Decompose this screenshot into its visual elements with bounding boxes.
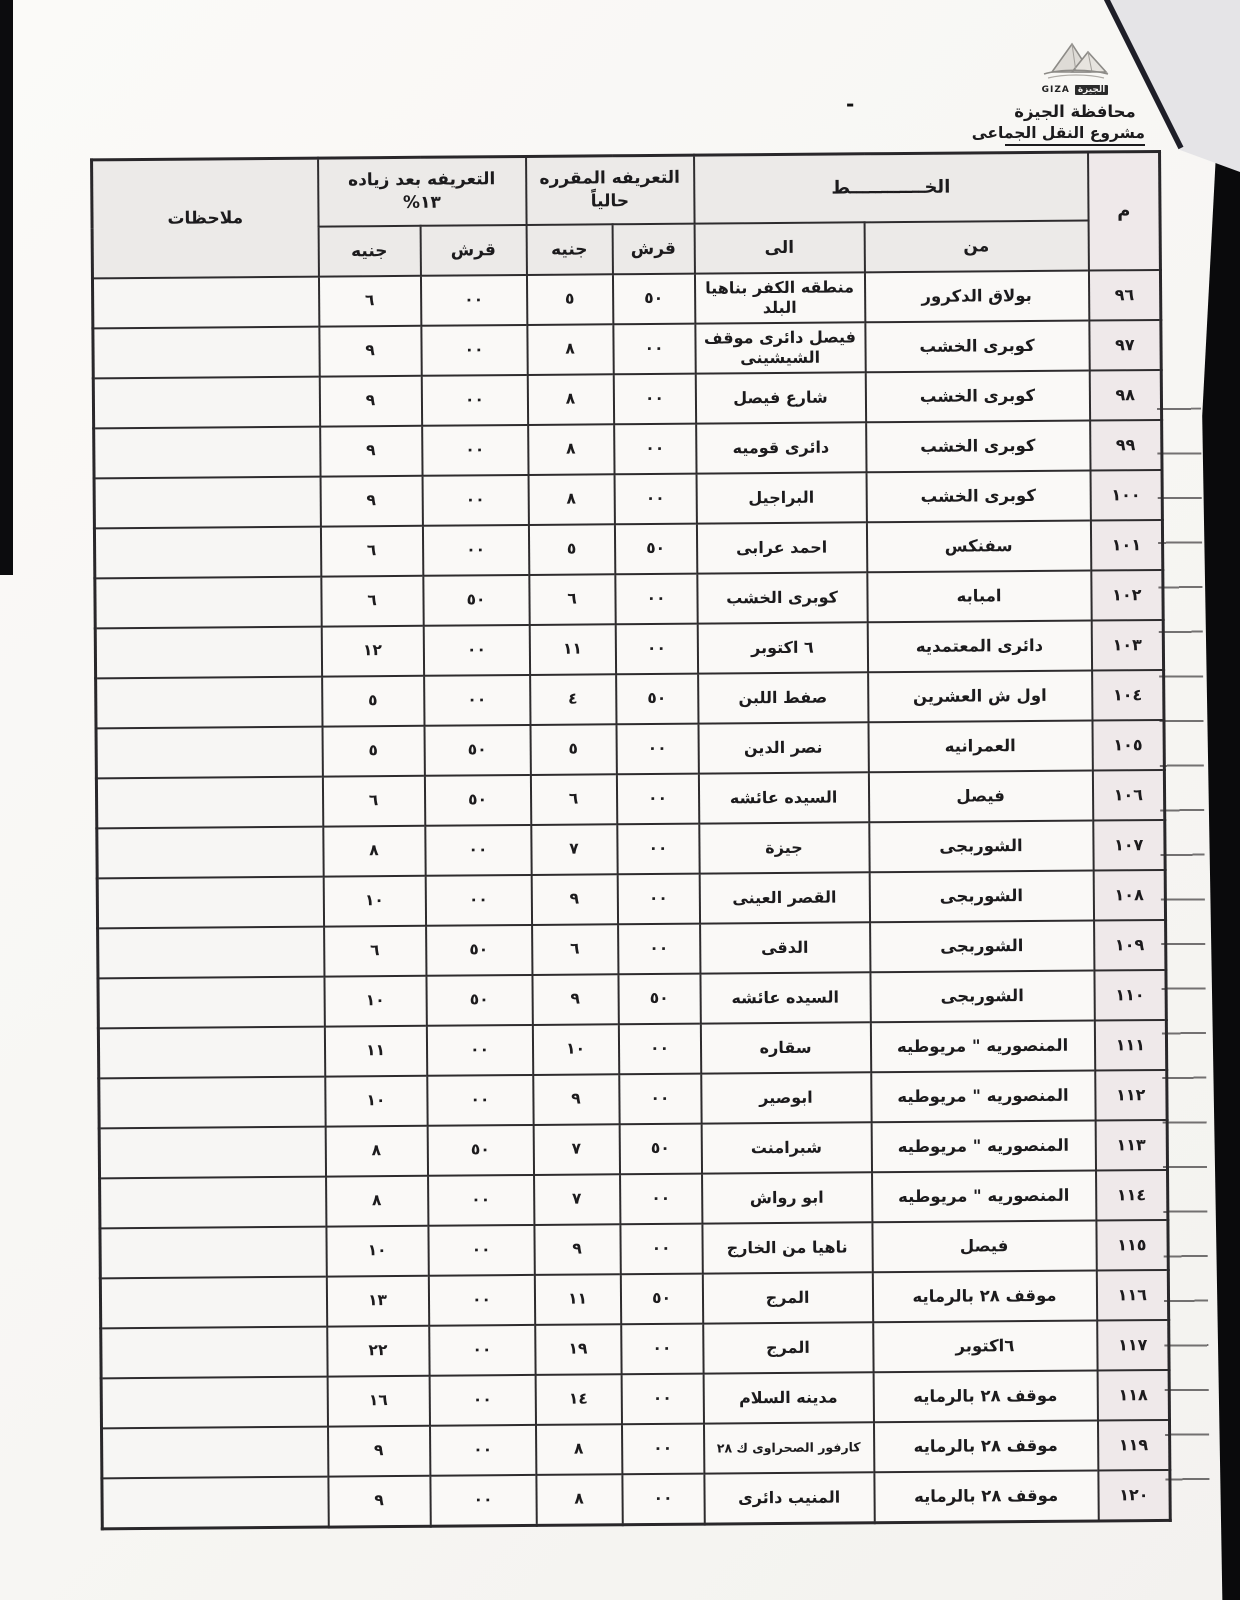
current-geneh-cell: ٧: [533, 1124, 619, 1175]
notes-cell: [97, 827, 323, 879]
route-to-cell: المنيب دائرى: [704, 1472, 874, 1524]
route-to-cell: جيزة: [699, 822, 869, 873]
header-proposed-geneh: جنيه: [318, 226, 420, 277]
row-index-cell: ١٠٤: [1092, 670, 1164, 721]
row-index-cell: ١٠٣: [1091, 620, 1163, 671]
route-to-cell: كوبرى الخشب: [697, 572, 867, 623]
route-from-cell: كوبرى الخشب: [866, 421, 1090, 473]
current-geneh-cell: ٨: [536, 1424, 622, 1475]
proposed-geneh-cell: ٩: [319, 326, 421, 377]
row-index-cell: ١٢٠: [1098, 1470, 1170, 1521]
fare-table-row: [96, 720, 1164, 778]
proposed-geneh-cell: ٦: [324, 926, 426, 977]
current-qirsh-cell: ٠٠: [620, 1224, 702, 1275]
route-from-cell: دائرى المعتمديه: [867, 621, 1091, 673]
fare-table-row: [101, 1370, 1169, 1428]
current-geneh-cell: ٨: [528, 424, 614, 475]
route-from-cell: كوبرى الخشب: [865, 371, 1089, 423]
route-to-cell: المرج: [702, 1272, 872, 1323]
pyramids-logo-icon: [1038, 34, 1112, 84]
proposed-qirsh-cell: ٠٠: [420, 275, 526, 326]
proposed-geneh-cell: ٨: [325, 1126, 427, 1177]
proposed-geneh-cell: ٦: [320, 526, 422, 577]
row-index-cell: ١٠٢: [1091, 570, 1163, 621]
current-qirsh-cell: ٠٠: [614, 424, 696, 475]
header-from: من: [864, 221, 1088, 273]
proposed-geneh-cell: ٨: [323, 826, 425, 877]
route-to-cell: السيده عائشه: [698, 772, 868, 823]
proposed-qirsh-cell: ٥٠: [424, 775, 530, 826]
notes-cell: [101, 1327, 327, 1379]
row-index-cell: ١١٨: [1097, 1370, 1169, 1421]
row-index-cell: ١٠٨: [1093, 870, 1165, 921]
row-index-cell: ١٠٦: [1092, 770, 1164, 821]
logo-caption-en: GIZA: [1041, 85, 1070, 95]
proposed-qirsh-cell: ٠٠: [421, 325, 527, 376]
header-current-tariff-group: [526, 155, 695, 225]
row-index-cell: ١٠١: [1090, 520, 1162, 571]
header-current-qirsh: قرش: [612, 224, 694, 275]
current-qirsh-cell: ٠٠: [622, 1474, 704, 1525]
header-current-line1: التعريفه المقرره: [539, 167, 681, 189]
route-from-cell: سفنكس: [866, 521, 1090, 573]
route-to-cell: منطقه الكفر بناهيا البلد: [694, 272, 864, 323]
row-index-cell: ١١٥: [1096, 1220, 1168, 1271]
logo-caption: [1042, 85, 1109, 95]
fare-table-row: [93, 320, 1161, 378]
proposed-geneh-cell: ١٠: [324, 976, 426, 1027]
proposed-geneh-cell: ٩: [328, 1476, 430, 1527]
header-index: م: [1088, 151, 1161, 270]
fare-table-row: [97, 820, 1165, 878]
route-to-cell: السيده عائشه: [700, 972, 870, 1023]
route-from-cell: فيصل: [872, 1221, 1096, 1273]
notes-cell: [98, 927, 324, 979]
notes-cell: [94, 477, 320, 529]
proposed-geneh-cell: ٥: [322, 726, 424, 777]
notes-cell: [101, 1377, 327, 1429]
current-qirsh-cell: ٠٠: [619, 1074, 701, 1125]
row-index-cell: ١١٣: [1095, 1120, 1167, 1171]
route-from-cell: العمرانيه: [868, 721, 1092, 773]
page-number-dash: -: [846, 92, 855, 116]
current-geneh-cell: ١١: [529, 624, 615, 675]
route-from-cell: الشوربجى: [869, 871, 1093, 923]
current-geneh-cell: ٦: [529, 574, 615, 625]
proposed-qirsh-cell: ٥٠: [426, 975, 532, 1026]
proposed-geneh-cell: ٥: [322, 676, 424, 727]
current-geneh-cell: ٩: [531, 874, 617, 925]
proposed-geneh-cell: ٦: [318, 276, 420, 327]
current-geneh-cell: ٩: [534, 1224, 620, 1275]
current-qirsh-cell: ٠٠: [616, 774, 698, 825]
project-title: مشروع النقل الجماعى: [1005, 124, 1145, 146]
current-qirsh-cell: ٠٠: [618, 1024, 700, 1075]
notes-cell: [100, 1177, 326, 1229]
proposed-qirsh-cell: ٠٠: [425, 825, 531, 876]
header-proposed-tariff-group: [318, 156, 527, 226]
fare-table-row: [98, 1020, 1166, 1078]
current-geneh-cell: ٥: [528, 524, 614, 575]
fare-table-row: [100, 1170, 1168, 1228]
current-qirsh-cell: ٠٠: [615, 574, 697, 625]
route-to-cell: احمد عرابى: [696, 522, 866, 573]
route-from-cell: الشوربجى: [870, 971, 1094, 1023]
fare-table-row: [96, 770, 1164, 828]
route-to-cell: صفط اللبن: [698, 672, 868, 723]
fare-table-row: [102, 1470, 1170, 1529]
row-line-overshoot-artifact: [1157, 408, 1210, 1518]
row-index-cell: ٩٩: [1090, 420, 1162, 471]
proposed-geneh-cell: ١٣: [326, 1276, 428, 1327]
proposed-qirsh-cell: ٠٠: [429, 1375, 535, 1426]
current-geneh-cell: ٧: [534, 1174, 620, 1225]
current-qirsh-cell: ٠٠: [614, 474, 696, 525]
notes-cell: [96, 777, 322, 829]
route-from-cell: موقف ٢٨ بالرمايه: [874, 1471, 1098, 1523]
notes-cell: [99, 1127, 325, 1179]
current-geneh-cell: ٨: [527, 374, 613, 425]
proposed-qirsh-cell: ٥٠: [426, 925, 532, 976]
route-to-cell: دائرى قوميه: [696, 422, 866, 473]
fare-table-header: [92, 151, 1161, 278]
route-from-cell: الشوربجى: [870, 921, 1094, 973]
route-from-cell: كوبرى الخشب: [865, 321, 1089, 373]
route-to-cell: كارفور الصحراوى ك ٢٨: [704, 1422, 874, 1473]
proposed-qirsh-cell: ٠٠: [430, 1475, 536, 1526]
header-notes: ملاحظات: [92, 158, 319, 278]
current-geneh-cell: ٩: [533, 1074, 619, 1125]
proposed-qirsh-cell: ٠٠: [424, 675, 530, 726]
proposed-qirsh-cell: ٠٠: [422, 525, 528, 576]
proposed-qirsh-cell: ٠٠: [423, 625, 529, 676]
notes-cell: [96, 677, 322, 729]
route-from-cell: المنصوريه " مريوطيه: [871, 1071, 1095, 1123]
header-proposed-qirsh: قرش: [420, 225, 526, 276]
route-to-cell: فيصل دائرى موقف الشيشينى: [695, 322, 865, 373]
governorate-title: محافظة الجيزة: [1014, 102, 1136, 121]
fare-table-row: [93, 370, 1161, 428]
current-qirsh-cell: ٥٠: [616, 674, 698, 725]
notes-cell: [93, 377, 319, 429]
proposed-geneh-cell: ١٠: [323, 876, 425, 927]
route-to-cell: مدينه السلام: [703, 1372, 873, 1423]
notes-cell: [98, 977, 324, 1029]
current-qirsh-cell: ٥٠: [620, 1274, 702, 1325]
notes-cell: [100, 1277, 326, 1329]
route-from-cell: موقف ٢٨ بالرمايه: [874, 1421, 1098, 1473]
row-index-cell: ٩٦: [1088, 270, 1160, 321]
current-geneh-cell: ١٩: [535, 1324, 621, 1375]
notes-cell: [99, 1077, 325, 1129]
header-proposed-line1: التعريفه بعد زياده: [348, 169, 496, 191]
proposed-qirsh-cell: ٠٠: [426, 1025, 532, 1076]
proposed-qirsh-cell: ٠٠: [428, 1175, 534, 1226]
route-to-cell: شارع فيصل: [695, 372, 865, 423]
current-qirsh-cell: ٠٠: [621, 1324, 703, 1375]
header-proposed-line2: ١٣%: [402, 192, 441, 213]
current-qirsh-cell: ٠٠: [613, 374, 695, 425]
fare-table-row: [99, 1120, 1167, 1178]
proposed-geneh-cell: ٦: [322, 776, 424, 827]
notes-cell: [98, 1027, 324, 1079]
current-geneh-cell: ٨: [528, 474, 614, 525]
current-qirsh-cell: ٥٠: [612, 274, 694, 325]
route-from-cell: فيصل: [868, 771, 1092, 823]
row-index-cell: ١١٢: [1095, 1070, 1167, 1121]
proposed-geneh-cell: ١٠: [326, 1226, 428, 1277]
notes-cell: [95, 577, 321, 629]
row-index-cell: ٩٧: [1089, 320, 1161, 371]
fare-table-row: [94, 420, 1162, 478]
fare-table-row: [102, 1420, 1170, 1478]
row-index-cell: ١١٩: [1098, 1420, 1170, 1471]
proposed-qirsh-cell: ٠٠: [427, 1075, 533, 1126]
fare-table-row: [98, 970, 1166, 1028]
row-index-cell: ١٠٩: [1094, 920, 1166, 971]
notes-cell: [96, 727, 322, 779]
fare-table-row: [94, 470, 1162, 528]
header-to: الى: [694, 222, 864, 273]
route-to-cell: نصر الدين: [698, 722, 868, 773]
proposed-qirsh-cell: ٠٠: [421, 375, 527, 426]
fare-table-body: [92, 270, 1170, 1529]
current-qirsh-cell: ٠٠: [622, 1424, 704, 1475]
row-index-cell: ١١٧: [1097, 1320, 1169, 1371]
fare-table-row: [92, 270, 1160, 328]
current-qirsh-cell: ٠٠: [620, 1174, 702, 1225]
proposed-geneh-cell: ٦: [321, 576, 423, 627]
route-from-cell: الشوربجى: [869, 821, 1093, 873]
proposed-geneh-cell: ٩: [320, 476, 422, 527]
proposed-qirsh-cell: ٠٠: [425, 875, 531, 926]
fare-table-row: [97, 870, 1165, 928]
giza-logo: [1005, 34, 1145, 95]
header-current-geneh: جنيه: [526, 224, 612, 275]
fare-table-row: [96, 670, 1164, 728]
route-from-cell: ٦اكتوبر: [873, 1321, 1097, 1373]
proposed-qirsh-cell: ٠٠: [428, 1275, 534, 1326]
proposed-qirsh-cell: ٠٠: [428, 1225, 534, 1276]
current-geneh-cell: ٨: [536, 1474, 622, 1525]
route-from-cell: بولاق الدكرور: [864, 271, 1088, 323]
route-from-cell: امبابه: [867, 571, 1091, 623]
notes-cell: [102, 1427, 328, 1479]
row-index-cell: ١٠٧: [1093, 820, 1165, 871]
current-geneh-cell: ٨: [527, 324, 613, 375]
row-index-cell: ١٠٠: [1090, 470, 1162, 521]
proposed-qirsh-cell: ٠٠: [422, 475, 528, 526]
row-index-cell: ٩٨: [1089, 370, 1161, 421]
current-qirsh-cell: ٠٠: [617, 824, 699, 875]
row-index-cell: ١١٠: [1094, 970, 1166, 1021]
notes-cell: [97, 877, 323, 929]
current-geneh-cell: ٦: [532, 924, 618, 975]
fare-table-row: [100, 1270, 1168, 1328]
route-from-cell: كوبرى الخشب: [866, 471, 1090, 523]
proposed-qirsh-cell: ٠٠: [429, 1325, 535, 1376]
route-to-cell: المرج: [703, 1322, 873, 1373]
notes-cell: [102, 1477, 328, 1529]
route-to-cell: ناهيا من الخارج: [702, 1222, 872, 1273]
fare-table-row: [98, 920, 1166, 978]
proposed-geneh-cell: ١٢: [321, 626, 423, 677]
current-geneh-cell: ١١: [534, 1274, 620, 1325]
current-geneh-cell: ٥: [530, 724, 616, 775]
fare-table-row: [100, 1220, 1168, 1278]
current-geneh-cell: ٥: [526, 274, 612, 325]
header-line-group: الخــــــــــــط: [694, 152, 1089, 224]
current-qirsh-cell: ٠٠: [618, 924, 700, 975]
proposed-geneh-cell: ١١: [324, 1026, 426, 1077]
route-from-cell: المنصوريه " مريوطيه: [870, 1021, 1094, 1073]
row-index-cell: ١١٦: [1096, 1270, 1168, 1321]
proposed-geneh-cell: ١٠: [325, 1076, 427, 1127]
notes-cell: [92, 277, 318, 329]
proposed-qirsh-cell: ٠٠: [430, 1425, 536, 1476]
logo-caption-ar: الجيزة: [1075, 85, 1109, 95]
current-qirsh-cell: ٠٠: [616, 724, 698, 775]
proposed-qirsh-cell: ٥٠: [424, 725, 530, 776]
current-qirsh-cell: ٠٠: [613, 324, 695, 375]
notes-cell: [95, 627, 321, 679]
route-to-cell: ٦ اكتوبر: [697, 622, 867, 673]
notes-cell: [100, 1227, 326, 1279]
route-from-cell: موقف ٢٨ بالرمايه: [872, 1271, 1096, 1323]
current-geneh-cell: ١٤: [535, 1374, 621, 1425]
route-to-cell: شبرامنت: [701, 1122, 871, 1173]
route-from-cell: المنصوريه " مريوطيه: [872, 1171, 1096, 1223]
fare-table: [90, 150, 1172, 1530]
proposed-qirsh-cell: ٥٠: [427, 1125, 533, 1176]
current-qirsh-cell: ٠٠: [617, 874, 699, 925]
proposed-geneh-cell: ٨: [326, 1176, 428, 1227]
proposed-geneh-cell: ١٦: [327, 1376, 429, 1427]
route-to-cell: سقاره: [700, 1022, 870, 1073]
letterhead: [971, 34, 1145, 146]
route-to-cell: الدقى: [700, 922, 870, 973]
fare-table-row: [101, 1320, 1169, 1378]
row-index-cell: ١١١: [1094, 1020, 1166, 1071]
header-current-line2: حالياً: [590, 191, 630, 212]
row-index-cell: ١١٤: [1096, 1170, 1168, 1221]
proposed-geneh-cell: ٩: [319, 376, 421, 427]
proposed-geneh-cell: ٩: [320, 426, 422, 477]
notes-cell: [94, 427, 320, 479]
notes-cell: [93, 327, 319, 379]
current-geneh-cell: ٤: [530, 674, 616, 725]
current-geneh-cell: ٦: [530, 774, 616, 825]
current-geneh-cell: ٧: [531, 824, 617, 875]
scan-left-edge: [0, 0, 13, 575]
fare-table-row: [99, 1070, 1167, 1128]
current-qirsh-cell: ٥٠: [619, 1124, 701, 1175]
notes-cell: [94, 527, 320, 579]
current-geneh-cell: ١٠: [532, 1024, 618, 1075]
route-from-cell: المنصوريه " مريوطيه: [871, 1121, 1095, 1173]
route-from-cell: موقف ٢٨ بالرمايه: [873, 1371, 1097, 1423]
route-to-cell: ابوصير: [701, 1072, 871, 1123]
current-qirsh-cell: ٠٠: [621, 1374, 703, 1425]
current-qirsh-cell: ٥٠: [618, 974, 700, 1025]
proposed-qirsh-cell: ٠٠: [422, 425, 528, 476]
current-qirsh-cell: ٥٠: [614, 524, 696, 575]
proposed-geneh-cell: ٩: [328, 1426, 430, 1477]
current-qirsh-cell: ٠٠: [615, 624, 697, 675]
proposed-geneh-cell: ٢٢: [327, 1326, 429, 1377]
current-geneh-cell: ٩: [532, 974, 618, 1025]
fare-table-row: [95, 620, 1163, 678]
route-to-cell: القصر العينى: [699, 872, 869, 923]
proposed-qirsh-cell: ٥٠: [423, 575, 529, 626]
route-to-cell: ابو رواش: [702, 1172, 872, 1223]
route-from-cell: اول ش العشرين: [868, 671, 1092, 723]
fare-table-row: [95, 570, 1163, 628]
route-to-cell: البراجيل: [696, 472, 866, 523]
fare-table-sheet: [90, 150, 1169, 1530]
fare-table-row: [94, 520, 1162, 578]
row-index-cell: ١٠٥: [1092, 720, 1164, 771]
